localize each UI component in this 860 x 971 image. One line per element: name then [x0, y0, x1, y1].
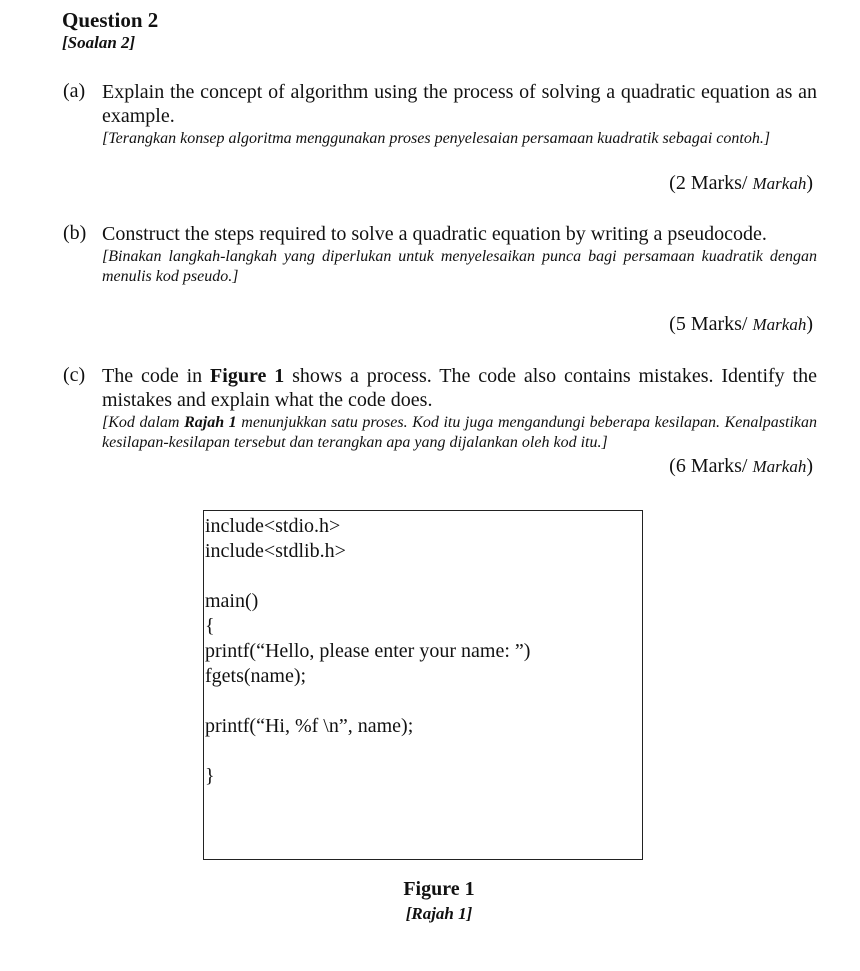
- part-b-marks-malay: Markah: [752, 315, 807, 334]
- part-c-malay-before: [Kod dalam: [102, 414, 185, 431]
- part-a-marks-label: (2 Marks/: [669, 172, 748, 194]
- code-line: {: [205, 615, 215, 637]
- code-line: printf(“Hi, %f \n”, name);: [205, 715, 414, 737]
- part-c-rajah-ref: Rajah 1: [184, 414, 237, 431]
- figure-caption: Figure 1: [403, 878, 475, 900]
- part-a-label: (a): [63, 80, 86, 102]
- part-a-marks: [669, 172, 813, 195]
- part-a-marks-malay: Markah: [752, 174, 807, 193]
- part-a-marks-close: ): [806, 172, 813, 194]
- part-c-marks-malay: Markah: [752, 457, 807, 476]
- part-c-malay-text: [102, 413, 817, 453]
- question-title-malay: [Soalan 2]: [62, 33, 136, 52]
- part-c: [63, 364, 818, 477]
- part-c-english-after: shows a process. The code also contains mistakes. Identify the mistakes and explain what the code does.: [102, 365, 817, 411]
- part-a: [63, 80, 817, 194]
- part-a-english-text: Explain the concept of algorithm using the process of solving a quadratic equation as an example.: [102, 81, 817, 127]
- part-b-marks-label: (5 Marks/: [669, 313, 748, 335]
- part-c-label: (c): [63, 364, 86, 386]
- part-a-malay-text: [Terangkan konsep algoritma menggunakan proses penyelesaian persamaan kuadratik sebagai contoh.]: [102, 130, 771, 147]
- code-line: }: [205, 765, 215, 787]
- part-c-marks: [669, 455, 813, 478]
- code-line: main(): [205, 590, 259, 612]
- part-b-malay-text: [Binakan langkah-langkah yang diperlukan untuk menyelesaikan punca bagi persamaan kuadratik dengan menulis kod pseudo.]: [102, 248, 817, 285]
- part-c-figure-ref: Figure 1: [210, 365, 285, 387]
- part-b-marks-close: ): [806, 313, 813, 335]
- part-c-marks-label: (6 Marks/: [669, 455, 748, 477]
- part-b-marks: [669, 313, 813, 336]
- code-line: include<stdio.h>: [205, 515, 341, 537]
- part-b-label: (b): [63, 222, 87, 244]
- code-line: printf(“Hello, please enter your name: ”): [205, 640, 531, 662]
- part-c-marks-close: ): [806, 455, 813, 477]
- question-title: Question 2: [62, 8, 159, 32]
- part-b: [63, 222, 817, 335]
- code-line: include<stdlib.h>: [205, 540, 346, 562]
- code-line: fgets(name);: [205, 665, 307, 687]
- part-b-english-text: Construct the steps required to solve a quadratic equation by writing a pseudocode.: [102, 223, 767, 245]
- figure-caption-malay: [Rajah 1]: [405, 904, 473, 923]
- part-c-english-text: [102, 364, 817, 412]
- code-figure-box: [203, 510, 643, 860]
- part-c-english-before: The code in: [102, 365, 211, 387]
- part-c-malay-after: menunjukkan satu proses. Kod itu juga mengandungi beberapa kesilapan. Kenalpastikan kesilapan-kesilapan tersebut dan terangkan apa yang dijalankan oleh kod itu.]: [102, 414, 818, 451]
